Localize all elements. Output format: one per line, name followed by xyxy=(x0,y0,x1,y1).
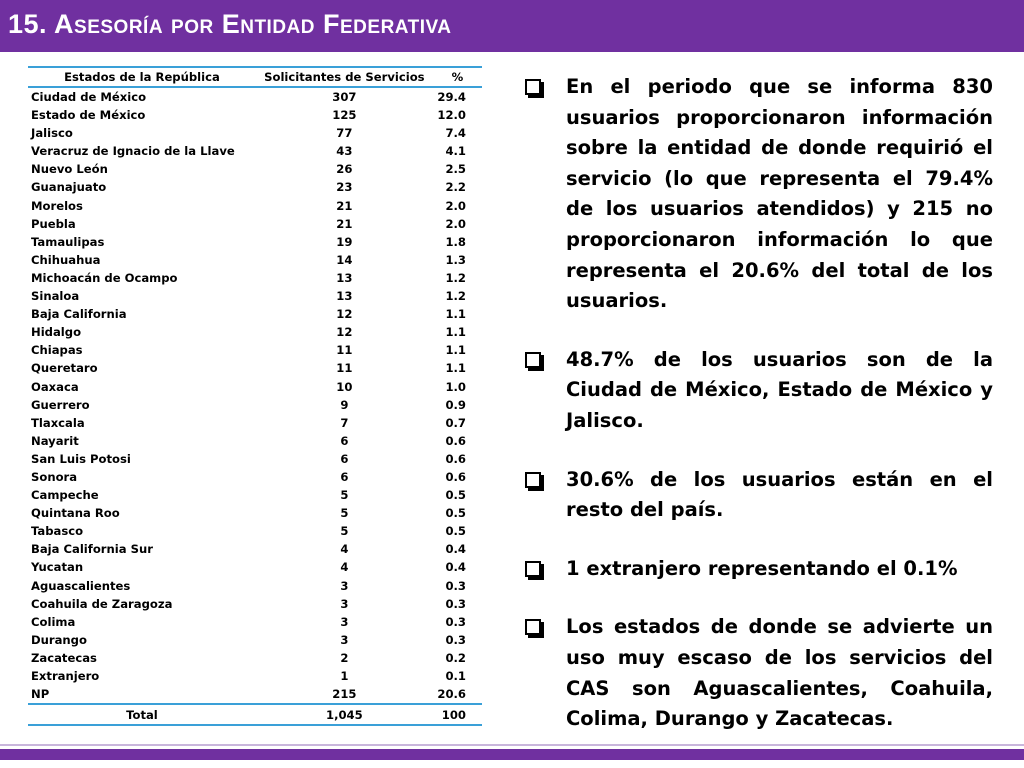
bullet-list xyxy=(522,72,993,763)
total-label: Total xyxy=(28,704,256,725)
table-total-row xyxy=(28,704,482,725)
table-row xyxy=(28,522,482,540)
cell-porcentaje: 7.4 xyxy=(445,126,466,141)
cell-porcentaje: 1.2 xyxy=(445,289,466,304)
table-row xyxy=(28,378,482,396)
table-row xyxy=(28,124,482,142)
cell-solicitantes: 19 xyxy=(336,234,353,249)
table-row xyxy=(28,504,482,522)
cell-solicitantes: 12 xyxy=(336,307,353,322)
bullet-item xyxy=(522,554,993,585)
table-row xyxy=(28,558,482,576)
cell-porcentaje: 0.1 xyxy=(445,669,466,683)
table-row xyxy=(28,87,482,106)
table-row xyxy=(28,414,482,432)
cell-porcentaje: 0.3 xyxy=(445,578,466,593)
table-row xyxy=(28,577,482,595)
cell-estado: Sinaloa xyxy=(31,289,80,304)
cell-porcentaje: 1.0 xyxy=(445,379,466,394)
cell-solicitantes: 21 xyxy=(336,216,353,231)
cell-solicitantes: 43 xyxy=(336,144,353,159)
cell-porcentaje: 1.8 xyxy=(445,234,466,249)
table-row xyxy=(28,142,482,160)
header-porcentaje: % xyxy=(433,67,482,87)
cell-solicitantes: 13 xyxy=(336,289,353,304)
cell-estado: Queretaro xyxy=(31,361,98,376)
cell-porcentaje: 2.5 xyxy=(445,162,466,177)
cell-estado: Chihuahua xyxy=(31,252,101,267)
cell-estado: Nuevo León xyxy=(31,162,108,177)
cell-solicitantes: 11 xyxy=(336,343,353,358)
table-row xyxy=(28,613,482,631)
table-row xyxy=(28,667,482,685)
cell-solicitantes: 1 xyxy=(340,669,349,683)
slide-title: 15. Asesoría por Entidad Federativa xyxy=(8,9,452,39)
cell-estado: Nayarit xyxy=(31,433,79,448)
table-row xyxy=(28,305,482,323)
cell-porcentaje: 0.6 xyxy=(445,451,466,466)
cell-estado: Yucatan xyxy=(31,560,84,575)
cell-porcentaje: 20.6 xyxy=(433,685,482,704)
table-row xyxy=(28,432,482,450)
cell-estado: Chiapas xyxy=(31,343,83,358)
table-header-row xyxy=(28,67,482,87)
table-row xyxy=(28,251,482,269)
table-row xyxy=(28,396,482,414)
cell-porcentaje: 29.4 xyxy=(437,90,466,104)
cell-porcentaje: 0.5 xyxy=(445,524,466,539)
cell-estado: Zacatecas xyxy=(31,650,97,665)
cell-solicitantes: 307 xyxy=(332,90,357,104)
cell-solicitantes: 125 xyxy=(332,108,357,123)
cell-porcentaje: 2.0 xyxy=(445,198,466,213)
checkbox-bullet-icon xyxy=(525,79,541,95)
table-row xyxy=(28,287,482,305)
total-solicitantes: 1,045 xyxy=(256,704,433,725)
cell-porcentaje: 2.0 xyxy=(445,216,466,231)
cell-porcentaje: 0.3 xyxy=(445,632,466,647)
cell-solicitantes: 9 xyxy=(340,397,349,412)
cell-estado: Sonora xyxy=(31,469,78,484)
cell-porcentaje: 0.4 xyxy=(445,560,466,575)
cell-solicitantes: 12 xyxy=(336,325,353,340)
cell-estado: Michoacán de Ocampo xyxy=(31,270,178,285)
checkbox-bullet-icon xyxy=(525,561,541,577)
bullet-text: En el periodo que se informa 830 usuarios proporcionaron información sobre la entidad de donde requirió el servicio (lo que representa el 79.4% de los usuarios atendidos) y 215 no proporcionaron información lo que representa el 20.6% del total de los usuarios. xyxy=(566,75,993,313)
cell-porcentaje: 0.4 xyxy=(445,542,466,557)
bullet-text: 48.7% de los usuarios son de la Ciudad de México, Estado de México y Jalisco. xyxy=(566,347,993,432)
table-row xyxy=(28,631,482,649)
cell-solicitantes: 26 xyxy=(336,162,353,177)
header-estados: Estados de la República xyxy=(28,67,256,87)
cell-solicitantes: 5 xyxy=(340,506,349,521)
cell-porcentaje: 1.1 xyxy=(445,361,466,376)
checkbox-bullet-icon xyxy=(525,619,541,635)
table-row xyxy=(28,323,482,341)
checkbox-bullet-icon xyxy=(525,352,541,368)
table-row xyxy=(28,269,482,287)
cell-estado: Estado de México xyxy=(31,108,146,123)
cell-estado: San Luis Potosi xyxy=(31,451,131,466)
cell-porcentaje: 1.2 xyxy=(445,270,466,285)
cell-solicitantes: 3 xyxy=(340,632,349,647)
cell-solicitantes: 3 xyxy=(340,578,349,593)
table-row xyxy=(28,649,482,667)
cell-estado: Tlaxcala xyxy=(31,415,85,430)
table-row xyxy=(28,359,482,377)
cell-estado: Aguascalientes xyxy=(31,578,131,593)
table-row xyxy=(28,215,482,233)
cell-estado: Puebla xyxy=(31,216,76,231)
table-row xyxy=(28,178,482,196)
cell-estado: Guanajuato xyxy=(31,180,107,195)
title-bar xyxy=(0,0,1024,52)
cell-estado: Ciudad de México xyxy=(31,90,147,104)
table-row xyxy=(28,595,482,613)
header-solicitantes: Solicitantes de Servicios xyxy=(256,67,433,87)
cell-solicitantes: 4 xyxy=(340,542,349,557)
cell-solicitantes: 10 xyxy=(336,379,353,394)
footer-bar xyxy=(0,749,1024,760)
bullet-item xyxy=(522,72,993,317)
bullet-item xyxy=(522,345,993,437)
bullet-text: Los estados de donde se advierte un uso muy escaso de los servicios del CAS son Aguascalientes, Coahuila, Colima, Durango y Zacatecas. xyxy=(566,615,993,731)
cell-solicitantes: 23 xyxy=(336,180,353,195)
cell-porcentaje: 0.3 xyxy=(445,614,466,629)
cell-solicitantes: 21 xyxy=(336,198,353,213)
table-row xyxy=(28,160,482,178)
cell-estado: NP xyxy=(28,685,256,704)
cell-solicitantes: 14 xyxy=(336,252,353,267)
cell-porcentaje: 0.6 xyxy=(445,433,466,448)
cell-solicitantes: 5 xyxy=(340,488,349,503)
cell-estado: Tamaulipas xyxy=(31,234,105,249)
cell-porcentaje: 0.7 xyxy=(445,415,466,430)
table-row xyxy=(28,468,482,486)
bullet-text: 30.6% de los usuarios están en el resto del país. xyxy=(566,467,993,522)
cell-estado: Baja California Sur xyxy=(31,542,153,557)
cell-estado: Oaxaca xyxy=(31,379,79,394)
total-porcentaje: 100 xyxy=(433,704,482,725)
cell-solicitantes: 6 xyxy=(340,451,349,466)
table-row xyxy=(28,341,482,359)
table-row xyxy=(28,450,482,468)
entidad-table-container xyxy=(28,66,482,726)
bullet-item xyxy=(522,465,993,526)
cell-porcentaje: 0.2 xyxy=(445,650,466,665)
cell-solicitantes: 6 xyxy=(340,469,349,484)
cell-solicitantes: 7 xyxy=(340,415,349,430)
table-row xyxy=(28,540,482,558)
cell-solicitantes: 3 xyxy=(340,614,349,629)
table-row xyxy=(28,197,482,215)
table-row xyxy=(28,233,482,251)
cell-solicitantes: 6 xyxy=(340,433,349,448)
cell-solicitantes: 4 xyxy=(340,560,349,575)
cell-estado: Durango xyxy=(31,632,87,647)
cell-porcentaje: 0.5 xyxy=(445,488,466,503)
cell-estado: Hidalgo xyxy=(31,325,82,340)
cell-estado: Morelos xyxy=(31,198,83,213)
cell-porcentaje: 2.2 xyxy=(445,180,466,195)
cell-estado: Veracruz de Ignacio de la Llave xyxy=(31,144,235,159)
footer-divider xyxy=(0,744,1024,746)
table-row xyxy=(28,685,482,704)
cell-estado: Jalisco xyxy=(31,126,73,141)
table-row xyxy=(28,486,482,504)
cell-estado: Coahuila de Zaragoza xyxy=(31,596,173,611)
cell-estado: Extranjero xyxy=(31,669,100,683)
bullet-item xyxy=(522,612,993,734)
cell-porcentaje: 1.1 xyxy=(445,343,466,358)
entidad-table xyxy=(28,66,482,726)
bullet-text: 1 extranjero representando el 0.1% xyxy=(566,556,958,580)
cell-porcentaje: 0.3 xyxy=(445,596,466,611)
cell-porcentaje: 1.1 xyxy=(445,325,466,340)
table-body xyxy=(28,87,482,725)
cell-solicitantes: 11 xyxy=(336,361,353,376)
cell-porcentaje: 1.3 xyxy=(445,252,466,267)
cell-estado: Colima xyxy=(31,614,76,629)
cell-porcentaje: 1.1 xyxy=(445,307,466,322)
cell-solicitantes: 13 xyxy=(336,270,353,285)
cell-solicitantes: 77 xyxy=(336,126,353,141)
cell-estado: Campeche xyxy=(31,488,99,503)
cell-porcentaje: 12.0 xyxy=(437,108,466,123)
cell-solicitantes: 3 xyxy=(340,596,349,611)
table-row xyxy=(28,106,482,124)
cell-estado: Baja California xyxy=(31,307,127,322)
cell-porcentaje: 0.9 xyxy=(445,397,466,412)
cell-porcentaje: 0.5 xyxy=(445,506,466,521)
cell-porcentaje: 4.1 xyxy=(445,144,466,159)
checkbox-bullet-icon xyxy=(525,472,541,488)
cell-estado: Tabasco xyxy=(31,524,84,539)
cell-solicitantes: 2 xyxy=(340,650,349,665)
cell-estado: Quintana Roo xyxy=(31,506,120,521)
cell-solicitantes: 215 xyxy=(256,685,433,704)
cell-estado: Guerrero xyxy=(31,397,90,412)
cell-solicitantes: 5 xyxy=(340,524,349,539)
cell-porcentaje: 0.6 xyxy=(445,469,466,484)
